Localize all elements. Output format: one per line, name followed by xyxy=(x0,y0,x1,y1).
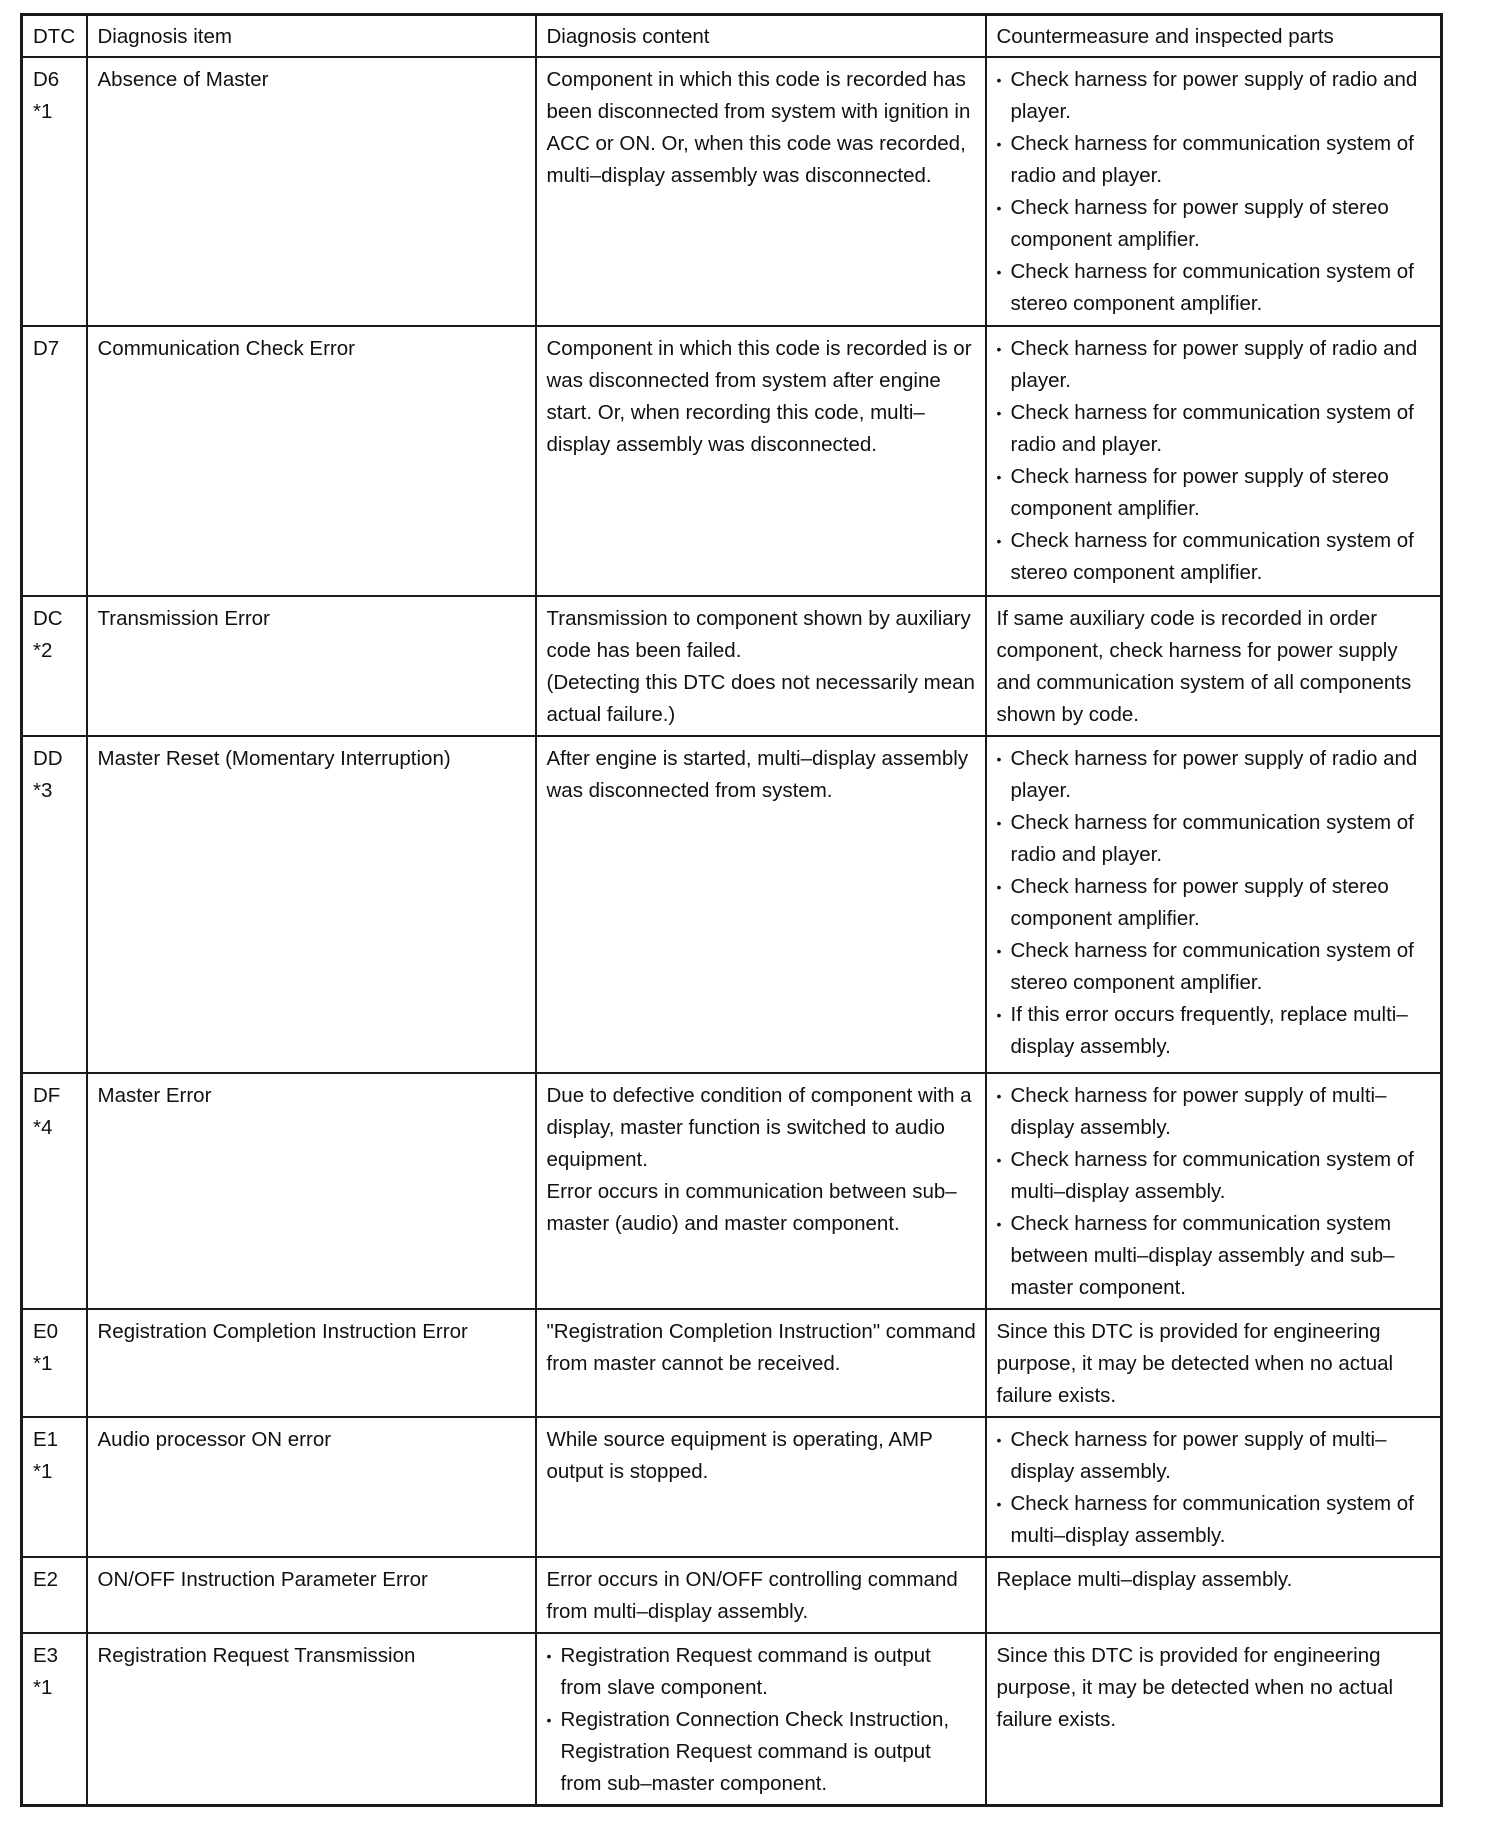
bullet-icon: • xyxy=(996,1496,1002,1512)
bullet-icon: • xyxy=(996,1088,1002,1104)
diagnosis-item: Registration Request Transmission xyxy=(87,1633,536,1806)
diagnosis-item: ON/OFF Instruction Parameter Error xyxy=(87,1557,536,1633)
dtc-code: E0 xyxy=(33,1320,59,1343)
diagnosis-item: Communication Check Error xyxy=(87,326,536,596)
diagnosis-content xyxy=(536,1633,986,1806)
list-item xyxy=(997,743,1433,807)
list-item-text: Check harness for communication system of stereo component amplifier. xyxy=(1010,260,1414,315)
list-item-text: Check harness for communication system between multi–display assembly and sub–master component. xyxy=(1010,1212,1395,1299)
list-item xyxy=(997,461,1433,525)
table-row xyxy=(22,1417,1442,1557)
list-item xyxy=(997,1208,1433,1304)
bullet-icon: • xyxy=(546,1648,552,1664)
list-item-text: If this error occurs frequently, replace multi–display assembly. xyxy=(1010,1003,1408,1058)
dtc-sheet xyxy=(20,13,1440,1807)
list-item-text: Check harness for communication system of stereo component amplifier. xyxy=(1010,529,1414,584)
list-item xyxy=(997,999,1433,1063)
bullet-icon: • xyxy=(996,1152,1002,1168)
countermeasure xyxy=(986,1073,1442,1309)
dtc-code: E1 xyxy=(33,1428,59,1451)
list-item xyxy=(997,1488,1433,1552)
dtc-code-cell xyxy=(22,1073,87,1309)
bullet-icon: • xyxy=(996,341,1002,357)
table-row xyxy=(22,596,1442,736)
countermeasure-list xyxy=(997,1080,1433,1304)
dtc-code: D7 xyxy=(33,337,60,360)
list-item-text: Registration Connection Check Instruction, Registration Request command is output from sub–master component. xyxy=(560,1708,950,1795)
table-row xyxy=(22,1073,1442,1309)
diagnosis-content xyxy=(536,1417,986,1557)
list-item xyxy=(997,333,1433,397)
header-diagnosis-item: Diagnosis item xyxy=(87,15,536,58)
list-item-text: Check harness for power supply of stereo component amplifier. xyxy=(1010,875,1389,930)
content-paragraph: (Detecting this DTC does not necessarily mean actual failure.) xyxy=(546,671,975,726)
dtc-note: *1 xyxy=(33,1460,53,1483)
dtc-rows xyxy=(22,57,1442,1806)
countermeasure: If same auxiliary code is recorded in order component, check harness for power supply and communication system of all components shown by code. xyxy=(986,596,1442,736)
dtc-code-cell xyxy=(22,326,87,596)
bullet-icon: • xyxy=(996,264,1002,280)
bullet-icon: • xyxy=(996,469,1002,485)
content-paragraph: "Registration Completion Instruction" command from master cannot be received. xyxy=(546,1320,976,1375)
bullet-icon: • xyxy=(996,1007,1002,1023)
diagnosis-item: Master Reset (Momentary Interruption) xyxy=(87,736,536,1073)
countermeasure-list xyxy=(997,64,1433,320)
dtc-code-cell xyxy=(22,1309,87,1417)
content-paragraph: Error occurs in communication between sub–master (audio) and master component. xyxy=(546,1180,957,1235)
table-row xyxy=(22,1633,1442,1806)
list-item xyxy=(997,1144,1433,1208)
content-paragraph: After engine is started, multi–display assembly was disconnected from system. xyxy=(546,747,969,802)
content-paragraph: Due to defective condition of component with a display, master function is switched to audio equipment. xyxy=(546,1084,972,1171)
countermeasure-list xyxy=(997,1424,1433,1552)
list-item xyxy=(997,935,1433,999)
bullet-icon: • xyxy=(546,1712,552,1728)
dtc-code-cell xyxy=(22,1557,87,1633)
content-paragraph: Error occurs in ON/OFF controlling command from multi–display assembly. xyxy=(546,1568,958,1623)
list-item xyxy=(547,1640,977,1704)
list-item xyxy=(997,1424,1433,1488)
header-countermeasure: Countermeasure and inspected parts xyxy=(986,15,1442,58)
list-item-text: Check harness for communication system of radio and player. xyxy=(1010,811,1414,866)
bullet-icon: • xyxy=(996,533,1002,549)
dtc-code: DD xyxy=(33,747,63,770)
content-paragraph: While source equipment is operating, AMP output is stopped. xyxy=(546,1428,933,1483)
list-item xyxy=(997,871,1433,935)
dtc-code: DC xyxy=(33,607,63,630)
list-item-text: Check harness for power supply of multi–display assembly. xyxy=(1010,1428,1387,1483)
bullet-icon: • xyxy=(996,815,1002,831)
bullet-icon: • xyxy=(996,200,1002,216)
list-item xyxy=(997,1080,1433,1144)
list-item xyxy=(997,128,1433,192)
header-dtc: DTC xyxy=(22,15,87,58)
table-row xyxy=(22,57,1442,326)
bullet-icon: • xyxy=(996,72,1002,88)
list-item-text: Check harness for communication system of stereo component amplifier. xyxy=(1010,939,1414,994)
countermeasure: Since this DTC is provided for engineering purpose, it may be detected when no actual failure exists. xyxy=(986,1309,1442,1417)
dtc-code-cell xyxy=(22,596,87,736)
dtc-note: *4 xyxy=(33,1116,53,1139)
bullet-icon: • xyxy=(996,1432,1002,1448)
list-item-text: Registration Request command is output from slave component. xyxy=(560,1644,931,1699)
diagnosis-content xyxy=(536,736,986,1073)
list-item xyxy=(547,1704,977,1800)
list-item-text: Check harness for power supply of radio and player. xyxy=(1010,337,1418,392)
table-row xyxy=(22,1309,1442,1417)
diagnosis-content xyxy=(536,596,986,736)
list-item xyxy=(997,64,1433,128)
countermeasure xyxy=(986,736,1442,1073)
list-item xyxy=(997,807,1433,871)
header-row xyxy=(22,15,1442,58)
bullet-icon: • xyxy=(996,751,1002,767)
list-item-text: Check harness for communication system of multi–display assembly. xyxy=(1010,1492,1414,1547)
bullet-icon: • xyxy=(996,1216,1002,1232)
dtc-code-cell xyxy=(22,57,87,326)
dtc-code-cell xyxy=(22,736,87,1073)
countermeasure-list xyxy=(997,743,1433,1063)
diagnosis-content xyxy=(536,326,986,596)
countermeasure: Replace multi–display assembly. xyxy=(986,1557,1442,1633)
header-diagnosis-content: Diagnosis content xyxy=(536,15,986,58)
table-row xyxy=(22,736,1442,1073)
diagnosis-content xyxy=(536,1309,986,1417)
dtc-note: *1 xyxy=(33,100,53,123)
diagnosis-item: Transmission Error xyxy=(87,596,536,736)
content-paragraph: Component in which this code is recorded has been disconnected from system with ignition in ACC or ON. Or, when this code was recorded, multi–display assembly was disconnected. xyxy=(546,68,971,187)
dtc-code-cell xyxy=(22,1633,87,1806)
list-item xyxy=(997,397,1433,461)
diagnosis-item: Registration Completion Instruction Error xyxy=(87,1309,536,1417)
dtc-code: E2 xyxy=(33,1568,59,1591)
content-paragraph: Transmission to component shown by auxiliary code has been failed. xyxy=(546,607,971,662)
dtc-code: DF xyxy=(33,1084,61,1107)
dtc-note: *3 xyxy=(33,779,53,802)
content-paragraph: Component in which this code is recorded is or was disconnected from system after engine start. Or, when recording this code, multi–display assembly was disconnected. xyxy=(546,337,972,456)
dtc-note: *1 xyxy=(33,1676,53,1699)
list-item-text: Check harness for communication system of multi–display assembly. xyxy=(1010,1148,1414,1203)
bullet-icon: • xyxy=(996,943,1002,959)
list-item xyxy=(997,256,1433,320)
list-item-text: Check harness for power supply of radio and player. xyxy=(1010,747,1418,802)
bullet-icon: • xyxy=(996,136,1002,152)
dtc-code-cell xyxy=(22,1417,87,1557)
diagnosis-item: Master Error xyxy=(87,1073,536,1309)
countermeasure xyxy=(986,57,1442,326)
dtc-note: *2 xyxy=(33,639,53,662)
list-item-text: Check harness for power supply of stereo component amplifier. xyxy=(1010,465,1389,520)
list-item-text: Check harness for power supply of multi–display assembly. xyxy=(1010,1084,1387,1139)
diagnosis-item: Absence of Master xyxy=(87,57,536,326)
diagnosis-content xyxy=(536,1073,986,1309)
list-item-text: Check harness for communication system of radio and player. xyxy=(1010,132,1414,187)
dtc-table xyxy=(20,13,1443,1807)
list-item-text: Check harness for communication system of radio and player. xyxy=(1010,401,1414,456)
list-item xyxy=(997,525,1433,589)
table-row xyxy=(22,1557,1442,1633)
diagnosis-content xyxy=(536,1557,986,1633)
list-item-text: Check harness for power supply of radio and player. xyxy=(1010,68,1418,123)
countermeasure-list xyxy=(997,333,1433,589)
list-item-text: Check harness for power supply of stereo component amplifier. xyxy=(1010,196,1389,251)
bullet-icon: • xyxy=(996,879,1002,895)
countermeasure xyxy=(986,1417,1442,1557)
diagnosis-content xyxy=(536,57,986,326)
list-item xyxy=(997,192,1433,256)
dtc-code: D6 xyxy=(33,68,60,91)
content-list xyxy=(547,1640,977,1800)
table-row xyxy=(22,326,1442,596)
bullet-icon: • xyxy=(996,405,1002,421)
dtc-code: E3 xyxy=(33,1644,59,1667)
countermeasure: Since this DTC is provided for engineering purpose, it may be detected when no actual failure exists. xyxy=(986,1633,1442,1806)
diagnosis-item: Audio processor ON error xyxy=(87,1417,536,1557)
dtc-note: *1 xyxy=(33,1352,53,1375)
countermeasure xyxy=(986,326,1442,596)
